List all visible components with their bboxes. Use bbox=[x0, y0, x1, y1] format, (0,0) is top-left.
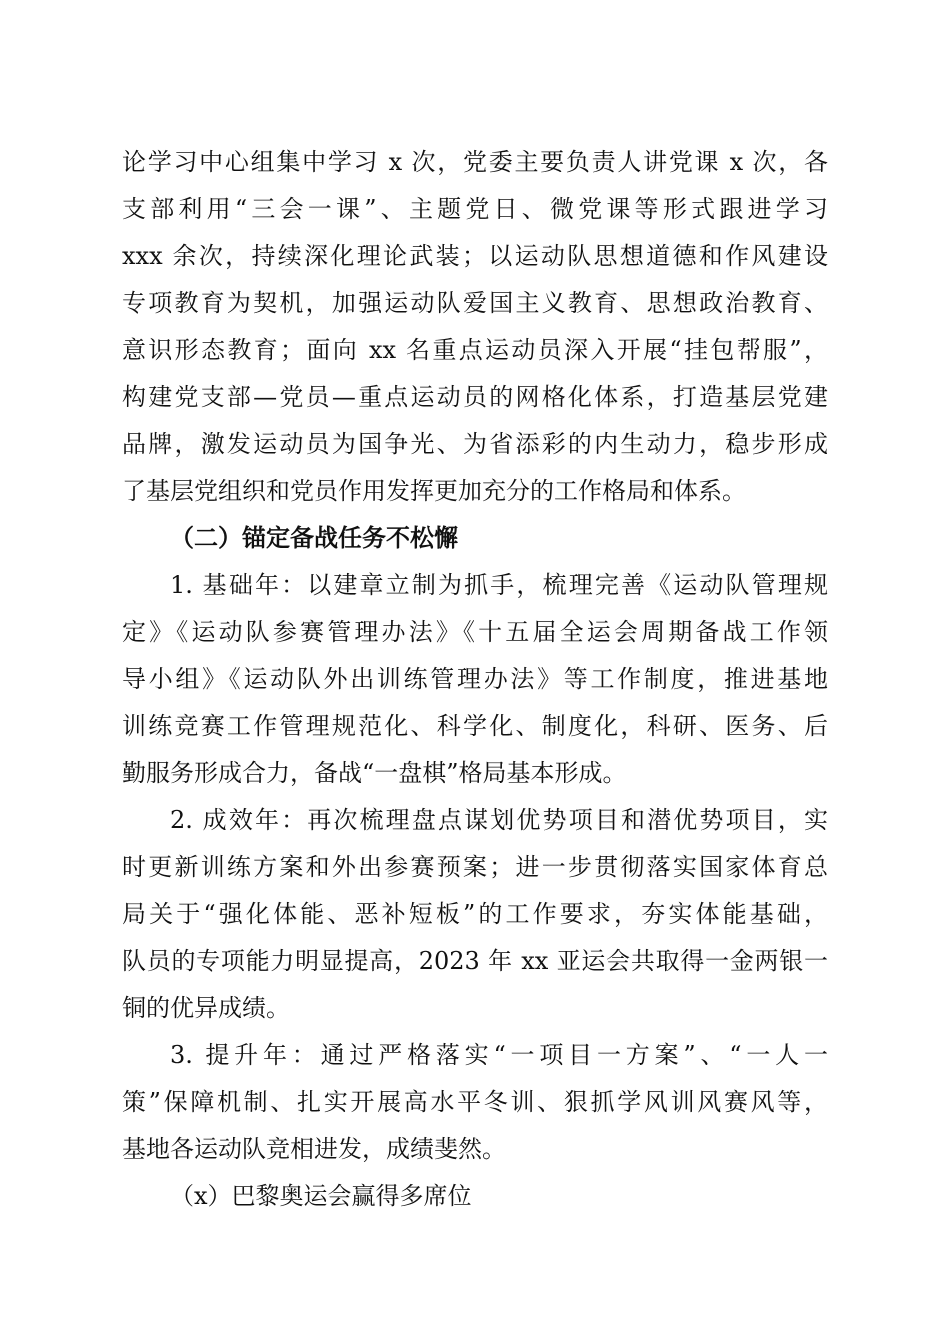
item-1-line: 定》《运动队参赛管理办法》《十五届全运会周期备战工作领 bbox=[122, 618, 828, 646]
item-1-line: 勤服务形成合力，备战“一盘棋”格局基本形成。 bbox=[122, 759, 627, 787]
item-2-line: 时更新训练方案和外出参赛预案；进一步贯彻落实国家体育总 bbox=[122, 853, 828, 881]
paragraph-line: 了基层党组织和党员作用发挥更加充分的工作格局和体系。 bbox=[122, 477, 746, 505]
item-2-line: 局关于“强化体能、恶补短板”的工作要求，夯实体能基础， bbox=[122, 900, 828, 928]
item-3-line: 基地各运动队竞相进发，成绩斐然。 bbox=[122, 1135, 506, 1163]
item-1-line: 训练竞赛工作管理规范化、科学化、制度化，科研、医务、后 bbox=[122, 712, 828, 740]
item-2-line: 队员的专项能力明显提高，2023 年 xx 亚运会共取得一金两银一 bbox=[122, 947, 828, 975]
paragraph-line: 意识形态教育；面向 xx 名重点运动员深入开展“挂包帮服”， bbox=[122, 336, 828, 364]
paragraph-line: 构建党支部—党员—重点运动员的网格化体系，打造基层党建 bbox=[122, 383, 828, 411]
item-1-line: 导小组》《运动队外出训练管理办法》等工作制度，推进基地 bbox=[122, 665, 828, 693]
item-2-line: 铜的优异成绩。 bbox=[122, 994, 290, 1022]
paragraph-line: 支部利用“三会一课”、主题党日、微党课等形式跟进学习 bbox=[122, 195, 828, 223]
paragraph-line: 品牌，激发运动员为国争光、为省添彩的内生动力，稳步形成 bbox=[122, 430, 828, 458]
item-3-line: 策”保障机制、扎实开展高水平冬训、狠抓学风训风赛风等， bbox=[122, 1088, 828, 1116]
section-heading: （x）巴黎奥运会赢得多席位 bbox=[170, 1182, 472, 1210]
item-2-line: 2. 成效年：再次梳理盘点谋划优势项目和潜优势项目，实 bbox=[170, 806, 828, 834]
section-heading: （二）锚定备战任务不松懈 bbox=[170, 523, 458, 552]
paragraph-line: xxx 余次，持续深化理论武装；以运动队思想道德和作风建设 bbox=[122, 242, 828, 270]
item-3-line: 3. 提升年：通过严格落实“一项目一方案”、“一人一 bbox=[170, 1041, 828, 1069]
paragraph-line: 专项教育为契机，加强运动队爱国主义教育、思想政治教育、 bbox=[122, 289, 828, 317]
item-1-line: 1. 基础年：以建章立制为抓手，梳理完善《运动队管理规 bbox=[170, 571, 828, 599]
paragraph-line: 论学习中心组集中学习 x 次，党委主要负责人讲党课 x 次，各 bbox=[122, 148, 828, 176]
